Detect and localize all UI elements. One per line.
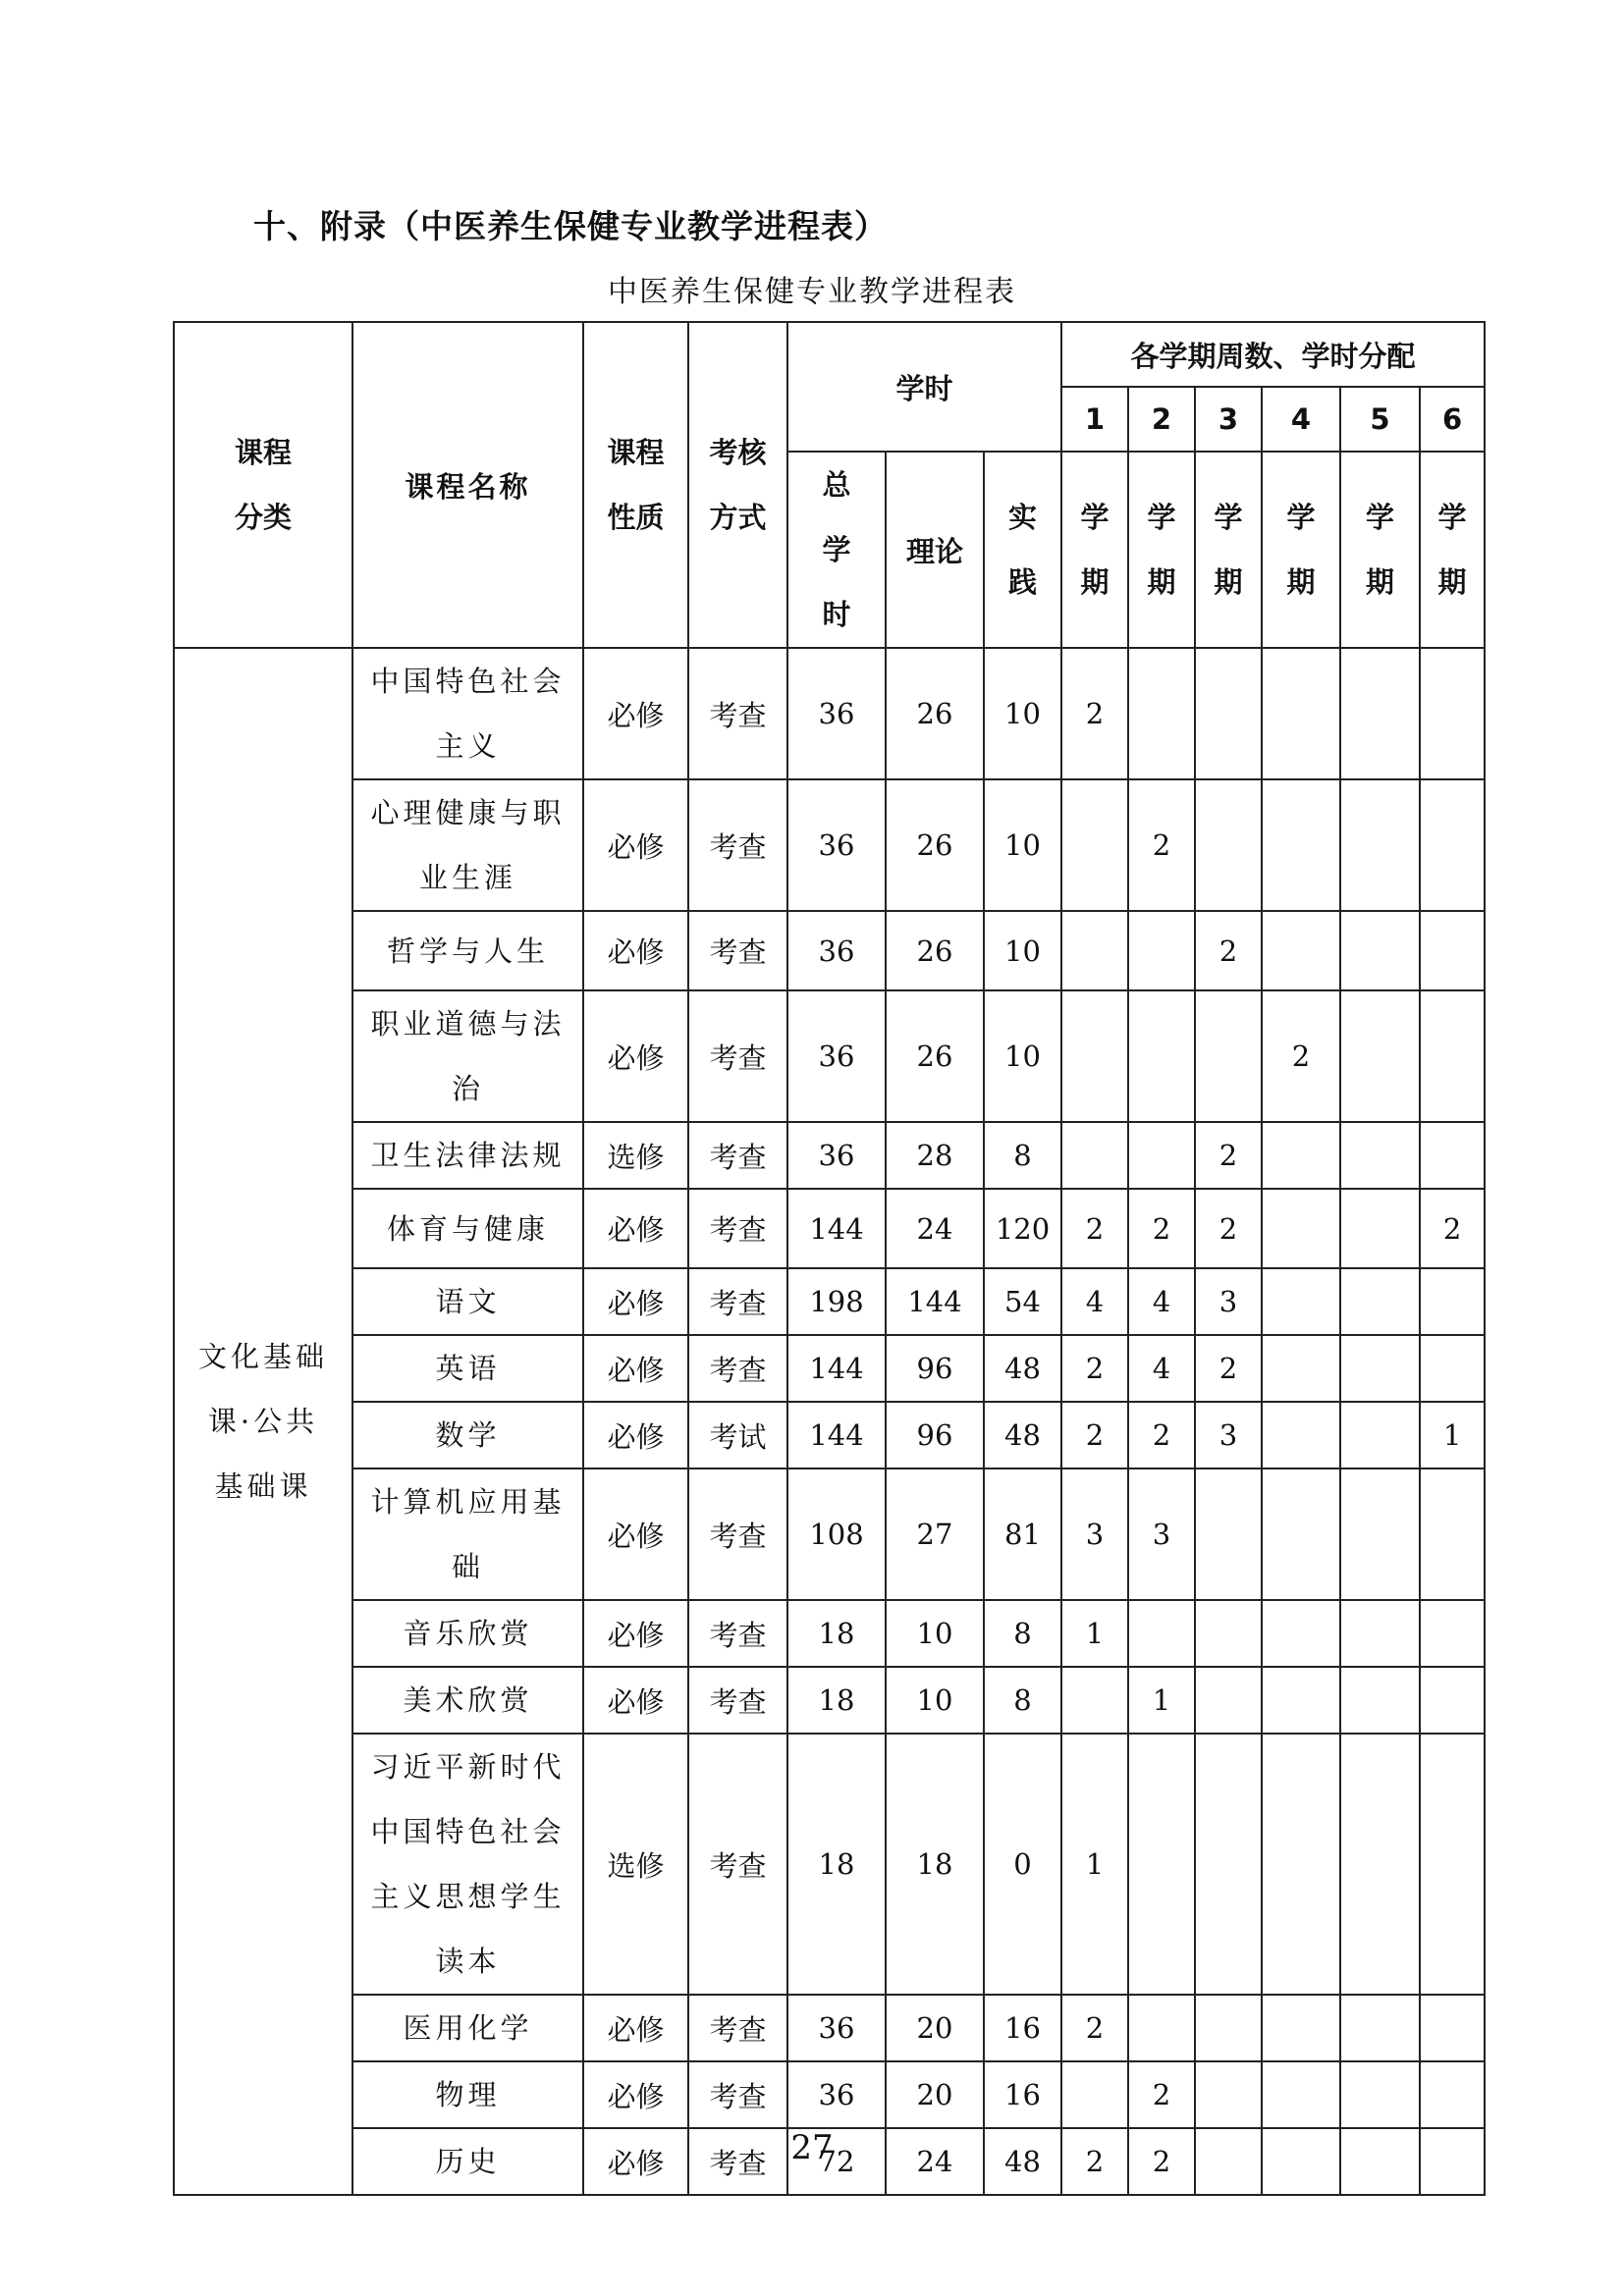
- semester-5-cell: [1340, 1402, 1420, 1468]
- semester-4-cell: [1262, 1335, 1340, 1402]
- nature-cell: 选修: [583, 1122, 688, 1189]
- assessment-cell: 考查: [688, 990, 787, 1122]
- practice-hours-cell: 10: [984, 911, 1061, 990]
- theory-hours-cell: 26: [886, 779, 984, 911]
- semester-2-cell: 2: [1128, 1189, 1195, 1268]
- teaching-plan-table: [173, 321, 1486, 2196]
- semester-1-cell: 2: [1061, 2128, 1128, 2195]
- semester-6-cell: [1420, 2061, 1485, 2128]
- page-number: 27: [790, 2128, 834, 2167]
- assessment-cell: 考查: [688, 1122, 787, 1189]
- semester-6-cell: [1420, 1734, 1485, 1995]
- header-semester-unit-1: 学期: [1061, 452, 1128, 648]
- assessment-cell: 考试: [688, 1402, 787, 1468]
- semester-6-cell: 2: [1420, 1189, 1485, 1268]
- nature-cell: 必修: [583, 1335, 688, 1402]
- semester-1-cell: 3: [1061, 1468, 1128, 1600]
- assessment-cell: 考查: [688, 1468, 787, 1600]
- semester-5-cell: [1340, 1734, 1420, 1995]
- semester-5-cell: [1340, 1189, 1420, 1268]
- theory-hours-cell: 10: [886, 1667, 984, 1734]
- header-assessment: 考核方式: [688, 322, 787, 648]
- semester-6-cell: [1420, 1122, 1485, 1189]
- theory-hours-cell: 10: [886, 1600, 984, 1667]
- semester-5-cell: [1340, 779, 1420, 911]
- header-theory: 理论: [886, 452, 984, 648]
- semester-4-cell: [1262, 1600, 1340, 1667]
- course-name-cell: 职业道德与法治: [352, 990, 583, 1122]
- table-row: [174, 911, 1485, 990]
- theory-hours-cell: 28: [886, 1122, 984, 1189]
- theory-hours-cell: 96: [886, 1402, 984, 1468]
- semester-1-cell: [1061, 779, 1128, 911]
- semester-5-cell: [1340, 1995, 1420, 2061]
- assessment-cell: 考查: [688, 648, 787, 779]
- nature-cell: 必修: [583, 1995, 688, 2061]
- semester-4-cell: [1262, 1667, 1340, 1734]
- practice-hours-cell: 8: [984, 1667, 1061, 1734]
- assessment-cell: 考查: [688, 911, 787, 990]
- course-name-cell: 语文: [352, 1268, 583, 1335]
- practice-hours-cell: 0: [984, 1734, 1061, 1995]
- table-row: [174, 1268, 1485, 1335]
- practice-hours-cell: 81: [984, 1468, 1061, 1600]
- practice-hours-cell: 48: [984, 1402, 1061, 1468]
- semester-4-cell: [1262, 1402, 1340, 1468]
- semester-1-cell: 2: [1061, 1995, 1128, 2061]
- semester-3-cell: [1195, 1667, 1262, 1734]
- semester-2-cell: [1128, 1122, 1195, 1189]
- semester-4-cell: [1262, 648, 1340, 779]
- header-semester-unit-5: 学期: [1340, 452, 1420, 648]
- total-hours-cell: 108: [787, 1468, 886, 1600]
- header-practice: 实践: [984, 452, 1061, 648]
- semester-1-cell: [1061, 1122, 1128, 1189]
- semester-2-cell: 4: [1128, 1335, 1195, 1402]
- assessment-cell: 考查: [688, 1189, 787, 1268]
- practice-hours-cell: 10: [984, 648, 1061, 779]
- semester-4-cell: [1262, 779, 1340, 911]
- semester-1-cell: 2: [1061, 1402, 1128, 1468]
- nature-cell: 必修: [583, 1402, 688, 1468]
- total-hours-cell: 144: [787, 1335, 886, 1402]
- course-name-cell: 数学: [352, 1402, 583, 1468]
- header-semester-1: 1: [1061, 387, 1128, 452]
- course-name-cell: 计算机应用基础: [352, 1468, 583, 1600]
- nature-cell: 必修: [583, 1189, 688, 1268]
- practice-hours-cell: 48: [984, 1335, 1061, 1402]
- semester-3-cell: [1195, 2061, 1262, 2128]
- theory-hours-cell: 18: [886, 1734, 984, 1995]
- semester-4-cell: [1262, 1189, 1340, 1268]
- semester-3-cell: 2: [1195, 1335, 1262, 1402]
- semester-5-cell: [1340, 1335, 1420, 1402]
- table-row: [174, 990, 1485, 1122]
- course-name-cell: 英语: [352, 1335, 583, 1402]
- semester-5-cell: [1340, 1468, 1420, 1600]
- total-hours-cell: 36: [787, 1995, 886, 2061]
- semester-6-cell: [1420, 1468, 1485, 1600]
- theory-hours-cell: 26: [886, 990, 984, 1122]
- total-hours-cell: 72: [787, 2128, 886, 2195]
- semester-3-cell: [1195, 990, 1262, 1122]
- course-name-cell: 物理: [352, 2061, 583, 2128]
- assessment-cell: 考查: [688, 2061, 787, 2128]
- header-semester-unit-6: 学期: [1420, 452, 1485, 648]
- nature-cell: 必修: [583, 2128, 688, 2195]
- semester-2-cell: [1128, 990, 1195, 1122]
- course-name-cell: 医用化学: [352, 1995, 583, 2061]
- semester-6-cell: [1420, 648, 1485, 779]
- practice-hours-cell: 8: [984, 1600, 1061, 1667]
- nature-cell: 必修: [583, 1600, 688, 1667]
- semester-4-cell: 2: [1262, 990, 1340, 1122]
- semester-4-cell: [1262, 1995, 1340, 2061]
- header-nature: 课程性质: [583, 322, 688, 648]
- theory-hours-cell: 96: [886, 1335, 984, 1402]
- category-cell: 文化基础课·公共基础课: [174, 648, 352, 2195]
- header-total-hours: 总学时: [787, 452, 886, 648]
- assessment-cell: 考查: [688, 1268, 787, 1335]
- nature-cell: 必修: [583, 911, 688, 990]
- table-row: [174, 648, 1485, 779]
- total-hours-cell: 36: [787, 1122, 886, 1189]
- table-row: [174, 1667, 1485, 1734]
- semester-2-cell: 2: [1128, 2128, 1195, 2195]
- semester-6-cell: [1420, 1335, 1485, 1402]
- semester-1-cell: 1: [1061, 1600, 1128, 1667]
- header-semester-unit-4: 学期: [1262, 452, 1340, 648]
- semester-2-cell: [1128, 1995, 1195, 2061]
- assessment-cell: 考查: [688, 1667, 787, 1734]
- semester-3-cell: 2: [1195, 1189, 1262, 1268]
- semester-5-cell: [1340, 911, 1420, 990]
- semester-3-cell: [1195, 1468, 1262, 1600]
- table-row: [174, 1600, 1485, 1667]
- nature-cell: 选修: [583, 1734, 688, 1995]
- semester-2-cell: [1128, 911, 1195, 990]
- assessment-cell: 考查: [688, 779, 787, 911]
- table-row: [174, 1468, 1485, 1600]
- total-hours-cell: 18: [787, 1734, 886, 1995]
- practice-hours-cell: 48: [984, 2128, 1061, 2195]
- header-semester-unit-2: 学期: [1128, 452, 1195, 648]
- table-caption: 中医养生保健专业教学进程表: [608, 275, 1016, 309]
- header-semester-6: 6: [1420, 387, 1485, 452]
- semester-2-cell: 2: [1128, 1402, 1195, 1468]
- practice-hours-cell: 10: [984, 990, 1061, 1122]
- semester-2-cell: 1: [1128, 1667, 1195, 1734]
- semester-4-cell: [1262, 1734, 1340, 1995]
- table-row: [174, 1189, 1485, 1268]
- semester-1-cell: [1061, 911, 1128, 990]
- header-hours: 学时: [787, 322, 1061, 452]
- total-hours-cell: 36: [787, 2061, 886, 2128]
- course-name-cell: 哲学与人生: [352, 911, 583, 990]
- practice-hours-cell: 16: [984, 1995, 1061, 2061]
- semester-6-cell: [1420, 1600, 1485, 1667]
- semester-5-cell: [1340, 648, 1420, 779]
- semester-6-cell: [1420, 1995, 1485, 2061]
- practice-hours-cell: 10: [984, 779, 1061, 911]
- semester-4-cell: [1262, 1122, 1340, 1189]
- semester-1-cell: 1: [1061, 1734, 1128, 1995]
- semester-2-cell: 2: [1128, 2061, 1195, 2128]
- table-row: [174, 2061, 1485, 2128]
- total-hours-cell: 36: [787, 911, 886, 990]
- theory-hours-cell: 20: [886, 1995, 984, 2061]
- header-semester-distribution: 各学期周数、学时分配: [1061, 322, 1485, 387]
- semester-3-cell: [1195, 1600, 1262, 1667]
- table-row: [174, 779, 1485, 911]
- nature-cell: 必修: [583, 779, 688, 911]
- nature-cell: 必修: [583, 1268, 688, 1335]
- assessment-cell: 考查: [688, 1335, 787, 1402]
- course-name-cell: 中国特色社会主义: [352, 648, 583, 779]
- semester-5-cell: [1340, 1268, 1420, 1335]
- semester-4-cell: [1262, 1268, 1340, 1335]
- assessment-cell: 考查: [688, 1600, 787, 1667]
- semester-3-cell: [1195, 648, 1262, 779]
- theory-hours-cell: 26: [886, 911, 984, 990]
- semester-2-cell: 3: [1128, 1468, 1195, 1600]
- semester-6-cell: [1420, 990, 1485, 1122]
- semester-1-cell: [1061, 1667, 1128, 1734]
- header-semester-2: 2: [1128, 387, 1195, 452]
- total-hours-cell: 198: [787, 1268, 886, 1335]
- nature-cell: 必修: [583, 648, 688, 779]
- nature-cell: 必修: [583, 2061, 688, 2128]
- course-name-cell: 卫生法律法规: [352, 1122, 583, 1189]
- header-category: 课程分类: [174, 322, 352, 648]
- course-name-cell: 心理健康与职业生涯: [352, 779, 583, 911]
- assessment-cell: 考查: [688, 2128, 787, 2195]
- appendix-heading: 十、附录（中医养生保健专业教学进程表）: [253, 207, 888, 245]
- table-row: [174, 1734, 1485, 1995]
- course-name-cell: 音乐欣赏: [352, 1600, 583, 1667]
- semester-5-cell: [1340, 990, 1420, 1122]
- table-row: [174, 1122, 1485, 1189]
- practice-hours-cell: 16: [984, 2061, 1061, 2128]
- semester-4-cell: [1262, 911, 1340, 990]
- semester-6-cell: [1420, 911, 1485, 990]
- semester-2-cell: [1128, 1734, 1195, 1995]
- semester-6-cell: [1420, 779, 1485, 911]
- semester-2-cell: [1128, 1600, 1195, 1667]
- practice-hours-cell: 8: [984, 1122, 1061, 1189]
- semester-5-cell: [1340, 1667, 1420, 1734]
- semester-4-cell: [1262, 1468, 1340, 1600]
- theory-hours-cell: 20: [886, 2061, 984, 2128]
- nature-cell: 必修: [583, 1667, 688, 1734]
- semester-4-cell: [1262, 2061, 1340, 2128]
- semester-1-cell: 2: [1061, 648, 1128, 779]
- semester-6-cell: 1: [1420, 1402, 1485, 1468]
- semester-3-cell: [1195, 1734, 1262, 1995]
- nature-cell: 必修: [583, 990, 688, 1122]
- semester-2-cell: 4: [1128, 1268, 1195, 1335]
- total-hours-cell: 36: [787, 648, 886, 779]
- practice-hours-cell: 120: [984, 1189, 1061, 1268]
- table-row: [174, 1402, 1485, 1468]
- course-name-cell: 历史: [352, 2128, 583, 2195]
- semester-6-cell: [1420, 1268, 1485, 1335]
- semester-1-cell: 2: [1061, 1335, 1128, 1402]
- nature-cell: 必修: [583, 1468, 688, 1600]
- semester-5-cell: [1340, 1122, 1420, 1189]
- semester-2-cell: 2: [1128, 779, 1195, 911]
- header-semester-5: 5: [1340, 387, 1420, 452]
- semester-3-cell: 2: [1195, 1122, 1262, 1189]
- semester-3-cell: [1195, 779, 1262, 911]
- theory-hours-cell: 26: [886, 648, 984, 779]
- assessment-cell: 考查: [688, 1734, 787, 1995]
- theory-hours-cell: 24: [886, 1189, 984, 1268]
- header-semester-4: 4: [1262, 387, 1340, 452]
- semester-5-cell: [1340, 1600, 1420, 1667]
- header-semester-3: 3: [1195, 387, 1262, 452]
- course-name-cell: 美术欣赏: [352, 1667, 583, 1734]
- total-hours-cell: 36: [787, 990, 886, 1122]
- theory-hours-cell: 144: [886, 1268, 984, 1335]
- semester-1-cell: [1061, 990, 1128, 1122]
- total-hours-cell: 144: [787, 1189, 886, 1268]
- total-hours-cell: 18: [787, 1600, 886, 1667]
- semester-1-cell: [1061, 2061, 1128, 2128]
- total-hours-cell: 18: [787, 1667, 886, 1734]
- semester-1-cell: 4: [1061, 1268, 1128, 1335]
- semester-5-cell: [1340, 2061, 1420, 2128]
- total-hours-cell: 36: [787, 779, 886, 911]
- course-name-cell: 习近平新时代中国特色社会主义思想学生读本: [352, 1734, 583, 1995]
- semester-2-cell: [1128, 648, 1195, 779]
- table-row: [174, 1335, 1485, 1402]
- total-hours-cell: 144: [787, 1402, 886, 1468]
- theory-hours-cell: 24: [886, 2128, 984, 2195]
- practice-hours-cell: 54: [984, 1268, 1061, 1335]
- header-course-name: 课程名称: [352, 322, 583, 648]
- header-semester-unit-3: 学期: [1195, 452, 1262, 648]
- semester-3-cell: 2: [1195, 911, 1262, 990]
- table-row: [174, 1995, 1485, 2061]
- semester-3-cell: 3: [1195, 1402, 1262, 1468]
- semester-6-cell: [1420, 1667, 1485, 1734]
- assessment-cell: 考查: [688, 1995, 787, 2061]
- semester-3-cell: 3: [1195, 1268, 1262, 1335]
- course-name-cell: 体育与健康: [352, 1189, 583, 1268]
- theory-hours-cell: 27: [886, 1468, 984, 1600]
- semester-3-cell: [1195, 1995, 1262, 2061]
- semester-1-cell: 2: [1061, 1189, 1128, 1268]
